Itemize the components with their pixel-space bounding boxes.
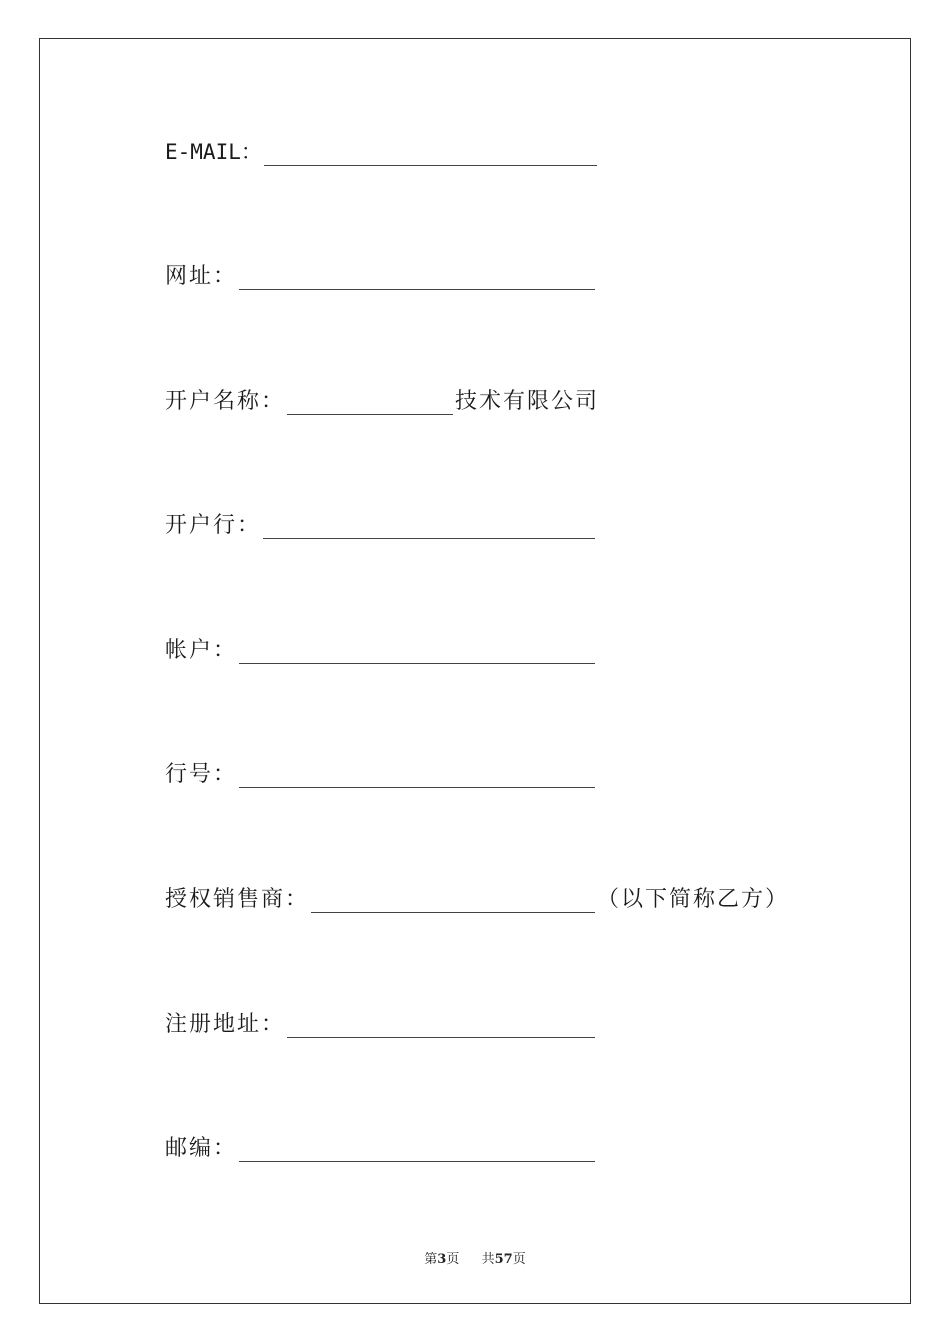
total-unit: 页	[512, 1252, 526, 1267]
account-label: 帐户：	[165, 638, 238, 663]
bank-code-label: 行号：	[165, 762, 238, 787]
email-field	[165, 136, 599, 166]
total-pages: 57	[494, 1252, 513, 1267]
page-footer	[0, 1248, 950, 1267]
postcode-blank	[239, 1139, 595, 1162]
account-name-suffix: 技术有限公司	[455, 389, 600, 414]
distributor-suffix: （以下简称乙方）	[597, 887, 790, 912]
page-prefix: 第	[424, 1252, 438, 1267]
account-name-label: 开户名称：	[165, 389, 286, 414]
website-field	[165, 260, 597, 290]
address-field	[165, 1008, 597, 1038]
postcode-field	[165, 1132, 597, 1162]
address-label: 注册地址：	[165, 1012, 286, 1037]
email-label: E-MAIL：	[165, 140, 262, 164]
distributor-blank	[311, 890, 595, 913]
account-blank	[239, 641, 595, 664]
bank-code-field	[165, 758, 597, 788]
bank-label: 开户行：	[165, 513, 262, 538]
account-name-blank	[287, 392, 453, 415]
bank-code-blank	[239, 765, 595, 788]
address-blank	[287, 1015, 595, 1038]
account-name-field	[165, 385, 599, 415]
page-frame	[39, 38, 911, 1304]
page-unit: 页	[446, 1252, 460, 1267]
bank-blank	[263, 516, 595, 539]
bank-field	[165, 509, 597, 539]
website-blank	[239, 267, 595, 290]
account-field	[165, 634, 597, 664]
distributor-field	[165, 883, 789, 913]
page-number: 3	[437, 1252, 447, 1267]
email-blank	[264, 143, 597, 166]
total-prefix: 共	[481, 1252, 495, 1267]
postcode-label: 邮编：	[165, 1136, 238, 1161]
distributor-label: 授权销售商：	[165, 887, 310, 912]
website-label: 网址：	[165, 264, 238, 289]
